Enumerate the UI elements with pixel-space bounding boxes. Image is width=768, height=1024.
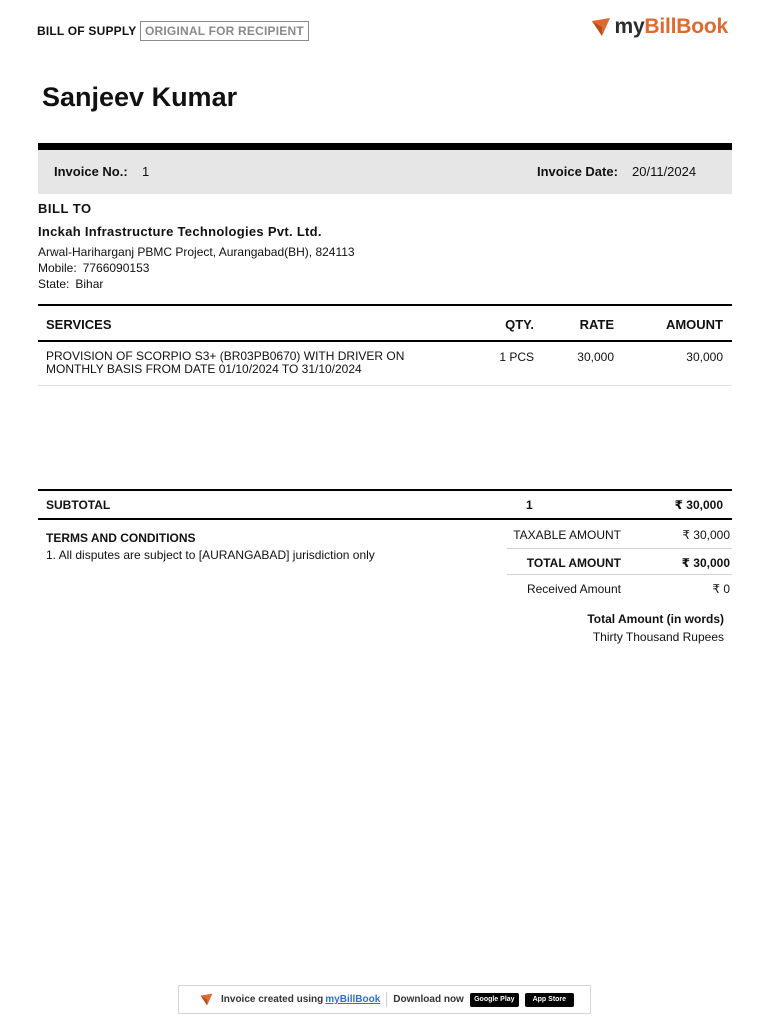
header-rate: RATE — [579, 317, 614, 332]
table-header — [38, 304, 732, 342]
footer-brand-link[interactable]: myBillBook — [325, 994, 381, 1005]
totals-section — [507, 521, 732, 602]
invoice-number-label: Invoice No.: — [54, 164, 128, 179]
bill-to-heading: BILL TO — [38, 201, 92, 216]
items-table — [38, 304, 732, 386]
total-amount-row: TOTAL AMOUNT ₹ 30,000 — [507, 548, 732, 575]
customer-mobile: Mobile: 7766090153 — [38, 261, 150, 275]
customer-address: Arwal-Hariharganj PBMC Project, Aurangabad(BH), 824113 — [38, 245, 355, 259]
header-amount: AMOUNT — [665, 317, 723, 332]
amount-words-value: Thirty Thousand Rupees — [592, 630, 724, 644]
mybillbook-logo-icon — [591, 17, 611, 37]
amount-in-words — [587, 612, 724, 644]
taxable-amount-row: TAXABLE AMOUNT ₹ 30,000 — [513, 528, 730, 542]
item-rate: 30,000 — [577, 350, 614, 364]
header-services: SERVICES — [46, 317, 112, 332]
brand-name: myBillBook — [614, 15, 728, 38]
invoice-date: 20/11/2024 — [632, 164, 697, 179]
subtotal-row — [38, 489, 732, 520]
google-play-badge[interactable]: Google Play — [470, 993, 519, 1007]
bill-to-section — [38, 201, 732, 291]
recipient-badge: ORIGINAL FOR RECIPIENT — [140, 21, 309, 41]
customer-state: State: Bihar — [38, 277, 104, 291]
footer-divider — [386, 992, 387, 1007]
amount-words-label: Total Amount (in words) — [587, 612, 724, 626]
terms-heading: TERMS AND CONDITIONS — [46, 531, 196, 545]
customer-name: Inckah Infrastructure Technologies Pvt. Ltd. — [38, 224, 322, 239]
terms-text: 1. All disputes are subject to [AURANGABAD] jurisdiction only — [46, 548, 375, 562]
header-qty: QTY. — [505, 317, 534, 332]
invoice-header — [37, 15, 728, 44]
document-type: BILL OF SUPPLY — [37, 24, 137, 38]
brand-logo — [591, 15, 728, 39]
terms-section — [46, 531, 376, 562]
subtotal-amount: ₹ 30,000 — [674, 498, 723, 512]
mybillbook-logo-icon — [200, 993, 213, 1006]
footer-created-text: Invoice created using — [221, 994, 324, 1005]
received-amount-row: Received Amount ₹ 0 — [526, 582, 730, 596]
invoice-number: 1 — [142, 164, 150, 179]
item-description: PROVISION OF SCORPIO S3+ (BR03PB0670) WITH DRIVER ON MONTHLY BASIS FROM DATE 01/10/2024 TO 31/10/2024 — [46, 349, 405, 376]
invoice-date-label: Invoice Date: — [537, 164, 618, 179]
footer-download-text: Download now — [393, 994, 464, 1005]
item-qty: 1 PCS — [499, 350, 534, 364]
table-row — [38, 342, 732, 386]
app-store-badge[interactable]: App Store — [525, 993, 574, 1007]
subtotal-label: SUBTOTAL — [46, 498, 111, 512]
subtotal-qty: 1 — [526, 498, 533, 512]
seller-name: Sanjeev Kumar — [42, 82, 238, 112]
invoice-info-band — [38, 150, 732, 194]
footer-banner — [178, 985, 591, 1014]
header-divider — [38, 143, 732, 150]
item-amount: 30,000 — [686, 350, 723, 364]
